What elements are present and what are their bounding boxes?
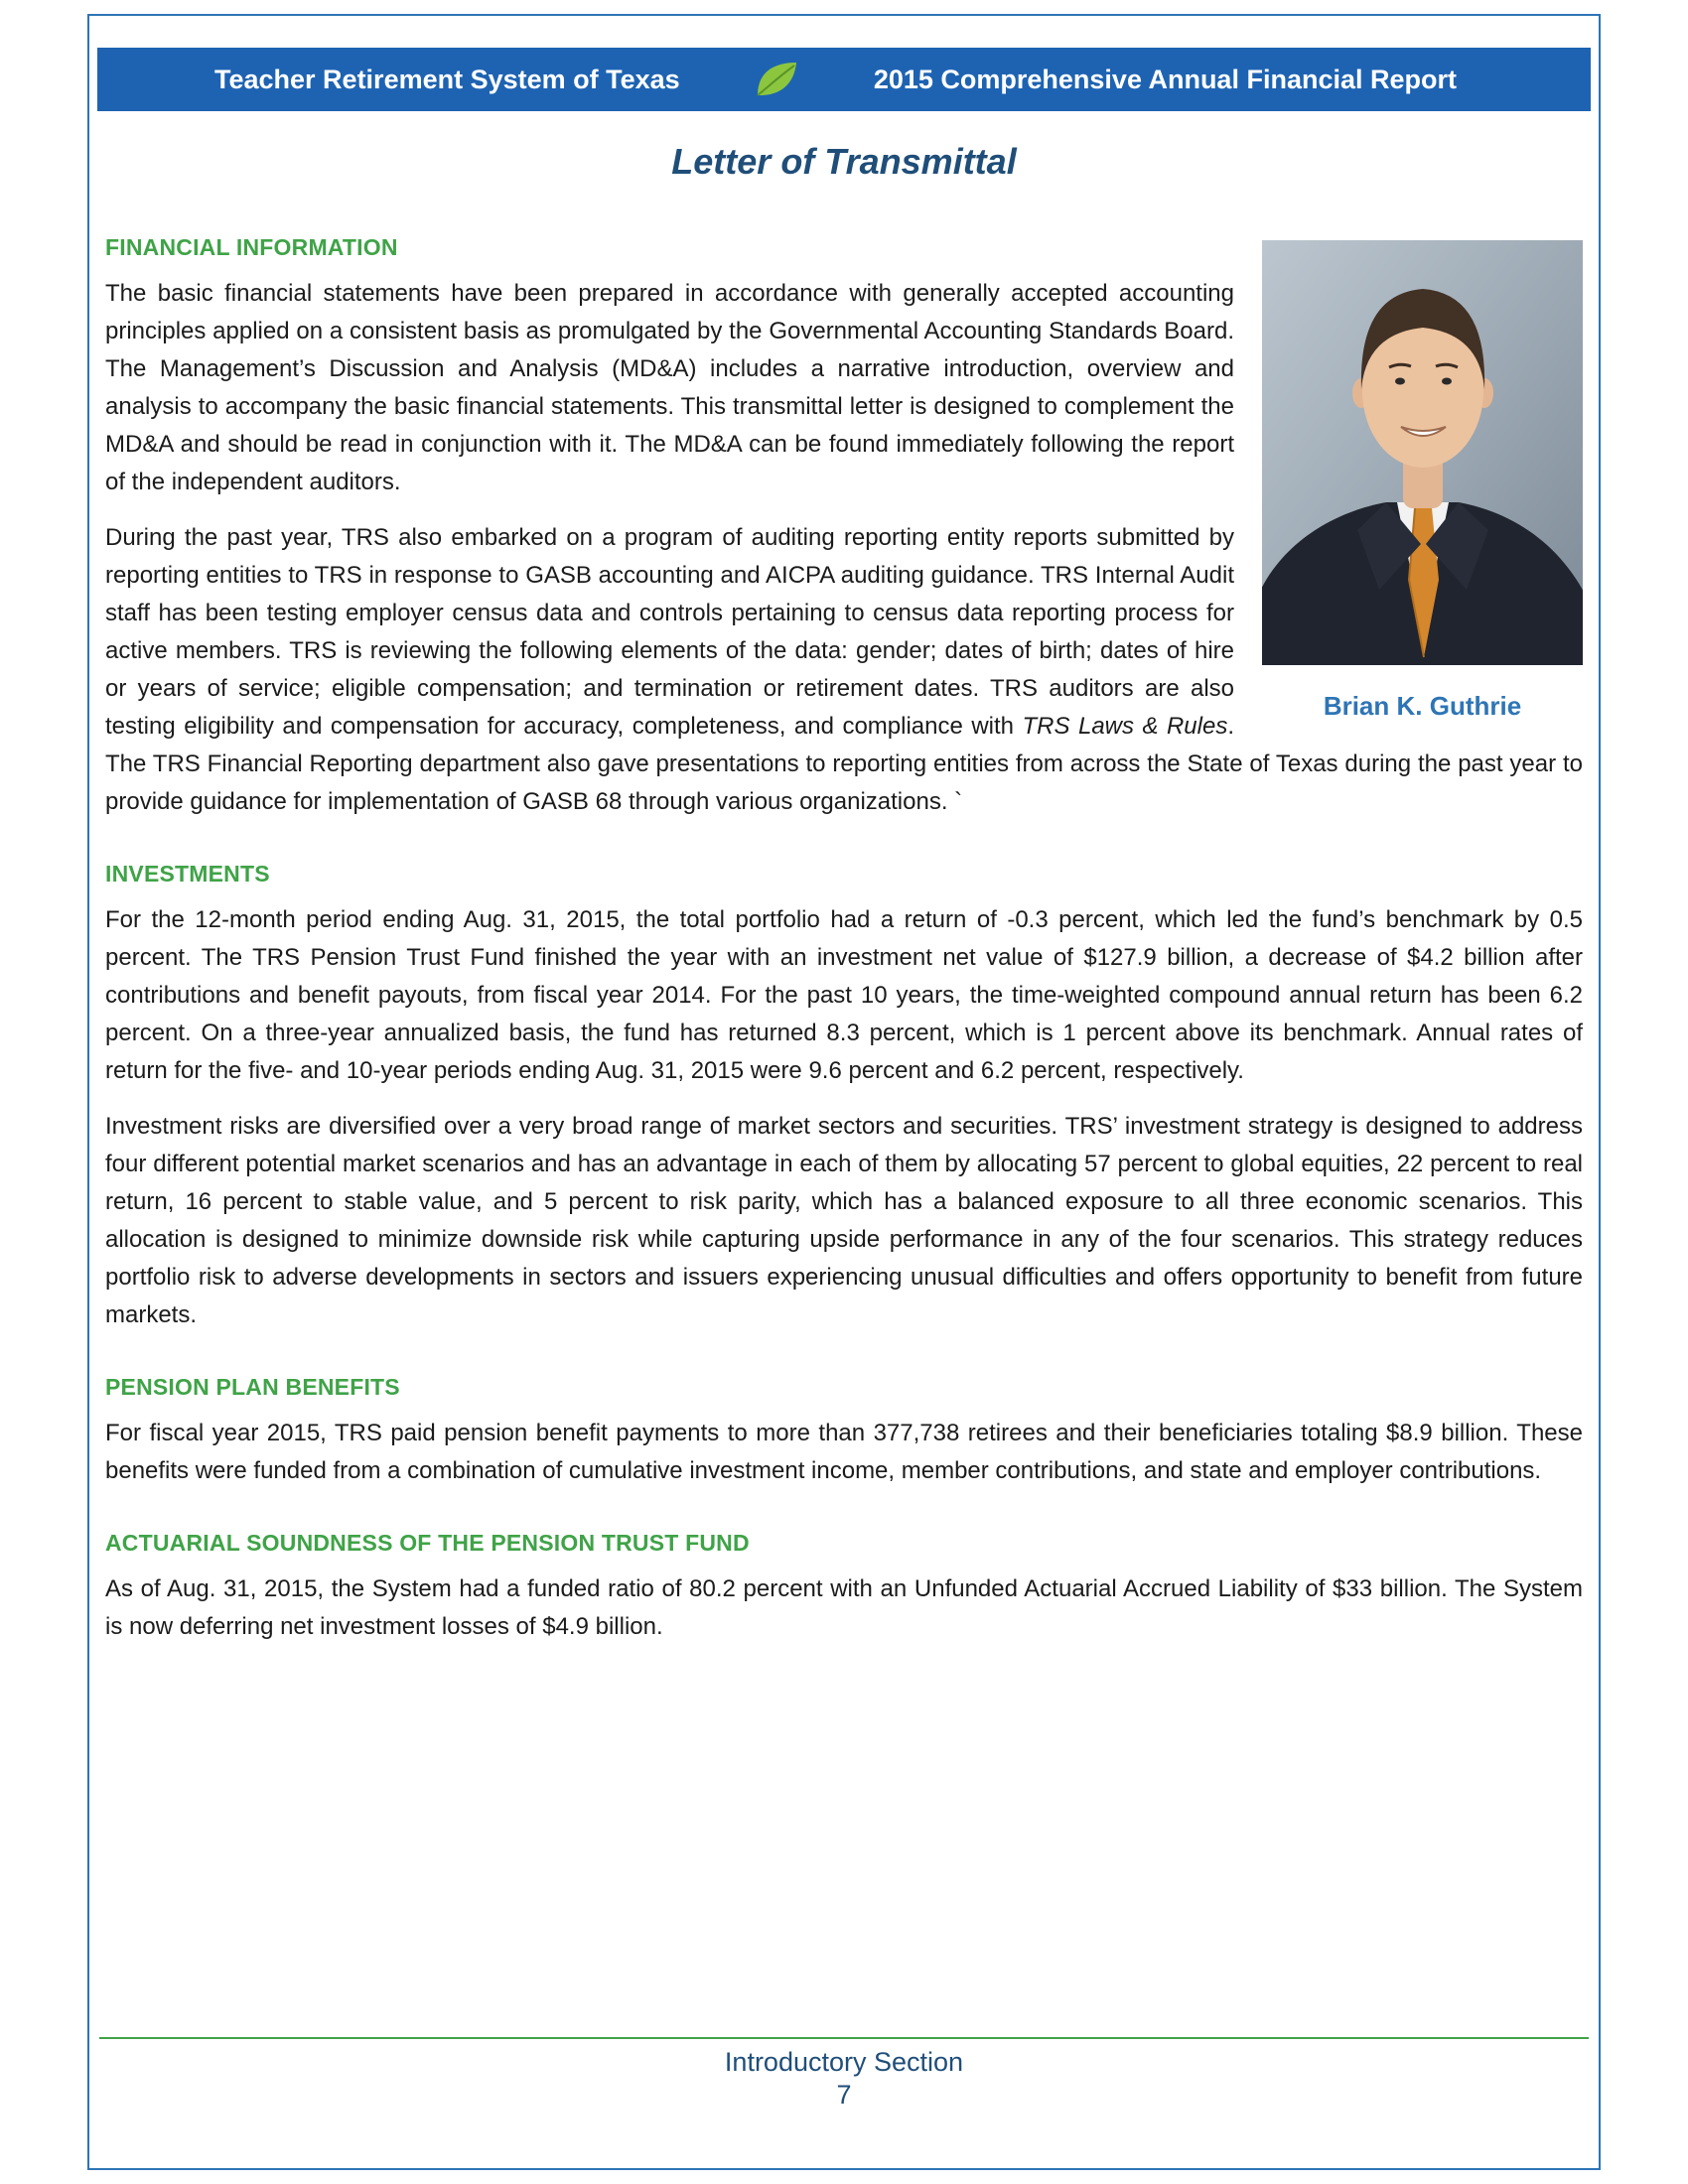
actuarial-soundness-paragraph: As of Aug. 31, 2015, the System had a funded ratio of 80.2 percent with an Unfunded Actuarial Accrued Liability of $33 billion. The System is now deferring net investment losses of $4.9 billion. xyxy=(105,1575,1583,1640)
italic-phrase-trs-laws-rules: TRS Laws & Rules xyxy=(1022,713,1228,740)
letter-content xyxy=(89,234,1599,1646)
footer-section-name: Introductory Section xyxy=(724,2047,964,2077)
leaf-icon xyxy=(754,60,799,99)
section-heading-pension-plan-benefits: PENSION PLAN BENEFITS xyxy=(105,1374,400,1400)
header-report-name: 2015 Comprehensive Annual Financial Report xyxy=(873,64,1457,94)
footer-page-number: 7 xyxy=(836,2080,852,2110)
section-heading-investments: INVESTMENTS xyxy=(105,861,270,887)
investments-paragraph-2: Investment risks are diversified over a very broad range of market sectors and securities. TRS’ investment strategy is designed to address four different potential market scenarios and has an advantage in each of them by allocating 57 percent to global equities, 22 percent to real return, 16 percent to stable value, and 5 percent to risk parity, which has a balanced exposure to all three economic scenarios. This allocation is designed to minimize downside risk while capturing upside performance in any of the four scenarios. This strategy reduces portfolio risk to adverse developments in sectors and issuers experiencing unusual difficulties and offers opportunity to benefit from future markets. xyxy=(105,1113,1583,1328)
portrait-caption: Brian K. Guthrie xyxy=(1323,691,1522,721)
report-header-bar xyxy=(97,48,1591,111)
paragraph-text: . The TRS Financial Reporting department also gave presentations to reporting entities from across the State of Texas during the past year to provide guidance for implementation of GASB 68 through various organizations. ` xyxy=(105,713,1583,815)
pension-plan-benefits-paragraph: For fiscal year 2015, TRS paid pension benefit payments to more than 377,738 retirees and their beneficiaries totaling $8.9 billion. These benefits were funded from a combination of cumulative investment income, member contributions, and state and employer contributions. xyxy=(105,1420,1583,1484)
paragraph-text: During the past year, TRS also embarked on a program of auditing reporting entity reports submitted by reporting entities to TRS in response to GASB accounting and AICPA auditing guidance. TRS Internal Audit staff has been testing employer census data and controls pertaining to census data reporting process for active members. TRS is reviewing the following elements of the data: gender; dates of birth; dates of hire or years of service; eligible compensation; and termination or retirement dates. TRS auditors are also testing eligibility and compensation for accuracy, completeness, and compliance with xyxy=(105,524,1234,740)
section-heading-financial-information: FINANCIAL INFORMATION xyxy=(105,234,398,260)
portrait-block xyxy=(1262,240,1583,722)
page-footer xyxy=(99,2037,1589,2111)
page-title: Letter of Transmittal xyxy=(671,141,1017,182)
investments-paragraph-1: For the 12-month period ending Aug. 31, 2015, the total portfolio had a return of -0.3 percent, which led the fund’s benchmark by 0.5 percent. The TRS Pension Trust Fund finished the year with an investment net value of $127.9 billion, a decrease of $4.2 billion after contributions and benefit payouts, from fiscal year 2014. For the past 10 years, the time-weighted compound annual return has been 6.2 percent. On a three-year annualized basis, the fund has returned 8.3 percent, which is 1 percent above its benchmark. Annual rates of return for the five- and 10-year periods ending Aug. 31, 2015 were 9.6 percent and 6.2 percent, respectively. xyxy=(105,906,1583,1084)
section-heading-actuarial-soundness: ACTUARIAL SOUNDNESS OF THE PENSION TRUST FUND xyxy=(105,1530,750,1556)
footer-divider xyxy=(99,2037,1589,2039)
portrait-photo xyxy=(1262,240,1583,665)
header-org-name: Teacher Retirement System of Texas xyxy=(214,64,680,94)
page-border-frame xyxy=(87,14,1601,2170)
financial-information-paragraph-1: The basic financial statements have been prepared in accordance with generally accepted accounting principles applied on a consistent basis as promulgated by the Governmental Accounting Standards Board. The Management’s Discussion and Analysis (MD&A) includes a narrative introduction, overview and analysis to accompany the basic financial statements. This transmittal letter is designed to complement the MD&A and should be read in conjunction with it. The MD&A can be found immediately following the report of the independent auditors. xyxy=(105,280,1234,495)
